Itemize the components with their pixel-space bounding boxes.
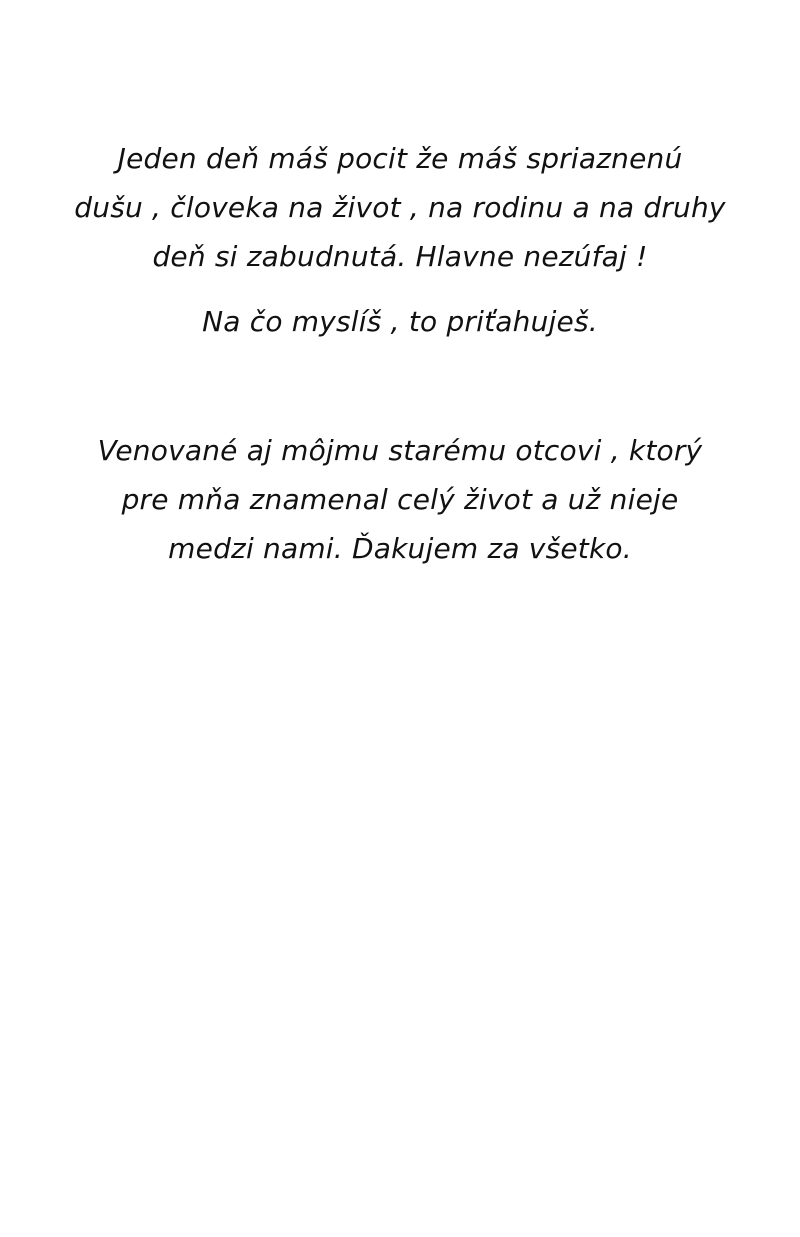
paragraph-motto bbox=[60, 297, 740, 346]
text-line: pre mňa znamenal celý život a už nieje bbox=[121, 483, 679, 516]
text-line: medzi nami. Ďakujem za všetko. bbox=[168, 532, 632, 565]
paragraph-dedication bbox=[60, 426, 740, 573]
text-line: Na čo myslíš , to priťahuješ. bbox=[202, 305, 598, 338]
paragraph-quote bbox=[60, 134, 740, 281]
text-line: deň si zabudnutá. Hlavne nezúfaj ! bbox=[152, 240, 648, 273]
text-line: dušu , človeka na život , na rodinu a na druhy bbox=[74, 191, 726, 224]
text-line: Venované aj môjmu starému otcovi , ktorý bbox=[97, 434, 703, 467]
text-line: Jeden deň máš pocit že máš spriaznenú bbox=[117, 142, 683, 175]
